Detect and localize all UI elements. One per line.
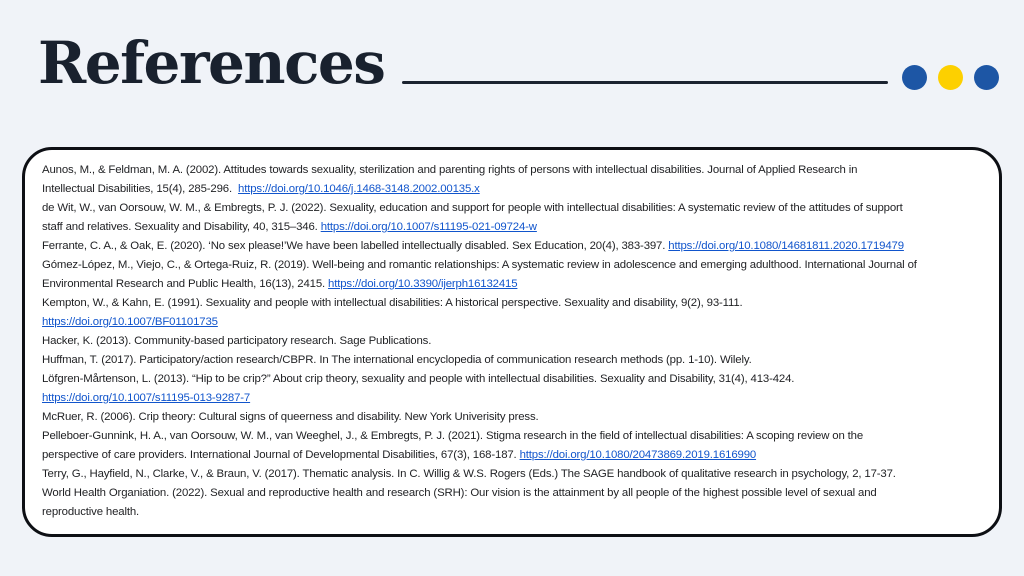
reference-line xyxy=(42,332,989,351)
dot-yellow-center xyxy=(938,65,963,90)
reference-line xyxy=(42,161,989,180)
reference-line xyxy=(42,484,989,503)
doi-link[interactable]: https://doi.org/10.1007/s11195-013-9287-7 xyxy=(42,392,251,404)
reference-line xyxy=(42,294,989,313)
reference-text: World Health Organiation. (2022). Sexual and reproductive health and research (SRH): Our vision is the attainment by all people of the highest possible level of sexual and xyxy=(42,487,877,499)
reference-line xyxy=(42,370,989,389)
reference-text: Pelleboer-Gunnink, H. A., van Oorsouw, W. M., van Weeghel, J., & Embregts, P. J. (2021). Stigma research in the field of intellectual disabilities: A scoping review on the xyxy=(42,430,864,442)
reference-text: Aunos, M., & Feldman, M. A. (2002). Attitudes towards sexuality, sterilization and parenting rights of persons with intellectual disabilities. Journal of Applied Research in xyxy=(42,164,858,176)
reference-text: Terry, G., Hayfield, N., Clarke, V., & Braun, V. (2017). Thematic analysis. In C. Willig & W.S. Rogers (Eds.) The SAGE handbook of qualitative research in psychology, 2, 17-37. xyxy=(42,468,896,480)
reference-text: Löfgren-Mårtenson, L. (2013). “Hip to be crip?” About crip theory, sexuality and people with intellectual disabilities. Sexuality and Disability, 31(4), 413-424. xyxy=(42,373,795,385)
reference-line xyxy=(42,427,989,446)
reference-text: Gómez-López, M., Viejo, C., & Ortega-Ruiz, R. (2019). Well-being and romantic relationships: A systematic review in adolescence and emerging adulthood. International Journal of xyxy=(42,259,917,271)
reference-line xyxy=(42,256,989,275)
reference-text: Kempton, W., & Kahn, E. (1991). Sexuality and people with intellectual disabilities: A historical perspective. Sexuality and disability, 9(2), 93-111. xyxy=(42,297,743,309)
doi-link[interactable]: https://doi.org/10.1007/BF01101735 xyxy=(42,316,218,328)
reference-line xyxy=(42,465,989,484)
reference-text: Ferrante, C. A., & Oak, E. (2020). ‘No sex please!’We have been labelled intellectually disabled. Sex Education, 20(4), 383-397. xyxy=(42,240,669,252)
reference-line xyxy=(42,237,989,256)
reference-text: Huffman, T. (2017). Participatory/action research/CBPR. In The international encyclopedia of communication research methods (pp. 1-10). Wilely. xyxy=(42,354,752,366)
reference-text: de Wit, W., van Oorsouw, W. M., & Embregts, P. J. (2022). Sexuality, education and support for people with intellectual disabilities: A systematic review of the attitudes of support xyxy=(42,202,903,214)
doi-link[interactable]: https://doi.org/10.1007/s11195-021-09724-w xyxy=(320,221,537,233)
dot-blue-left xyxy=(902,65,927,90)
reference-line xyxy=(42,408,989,427)
reference-line xyxy=(42,180,989,199)
doi-link[interactable]: https://doi.org/10.1046/j.1468-3148.2002.00135.x xyxy=(238,183,480,195)
reference-text: perspective of care providers. International Journal of Developmental Disabilities, 67(3), 168-187. xyxy=(42,449,520,461)
reference-line xyxy=(42,351,989,370)
reference-text: Intellectual Disabilities, 15(4), 285-296. xyxy=(42,183,239,195)
reference-line xyxy=(42,218,989,237)
reference-line xyxy=(42,313,989,332)
doi-link[interactable]: https://doi.org/10.1080/20473869.2019.1616990 xyxy=(519,449,757,461)
decorative-dots xyxy=(902,65,999,90)
reference-text: McRuer, R. (2006). Crip theory: Cultural signs of queerness and disability. New York Univerisity press. xyxy=(42,411,539,423)
reference-line xyxy=(42,199,989,218)
reference-text: Hacker, K. (2013). Community-based participatory research. Sage Publications. xyxy=(42,335,432,347)
references-panel xyxy=(22,147,1002,537)
dot-blue-right xyxy=(974,65,999,90)
reference-line xyxy=(42,446,989,465)
doi-link[interactable]: https://doi.org/10.1080/14681811.2020.1719479 xyxy=(668,240,904,252)
reference-text: Environmental Research and Public Health, 16(13), 2415. xyxy=(42,278,329,290)
doi-link[interactable]: https://doi.org/10.3390/ijerph16132415 xyxy=(328,278,518,290)
page-title: References xyxy=(38,29,385,97)
reference-line xyxy=(42,275,989,294)
title-divider-line xyxy=(402,81,888,84)
reference-text: reproductive health. xyxy=(42,506,140,518)
reference-line xyxy=(42,389,989,408)
reference-line xyxy=(42,503,989,522)
reference-text: staff and relatives. Sexuality and Disability, 40, 315–346. xyxy=(42,221,321,233)
